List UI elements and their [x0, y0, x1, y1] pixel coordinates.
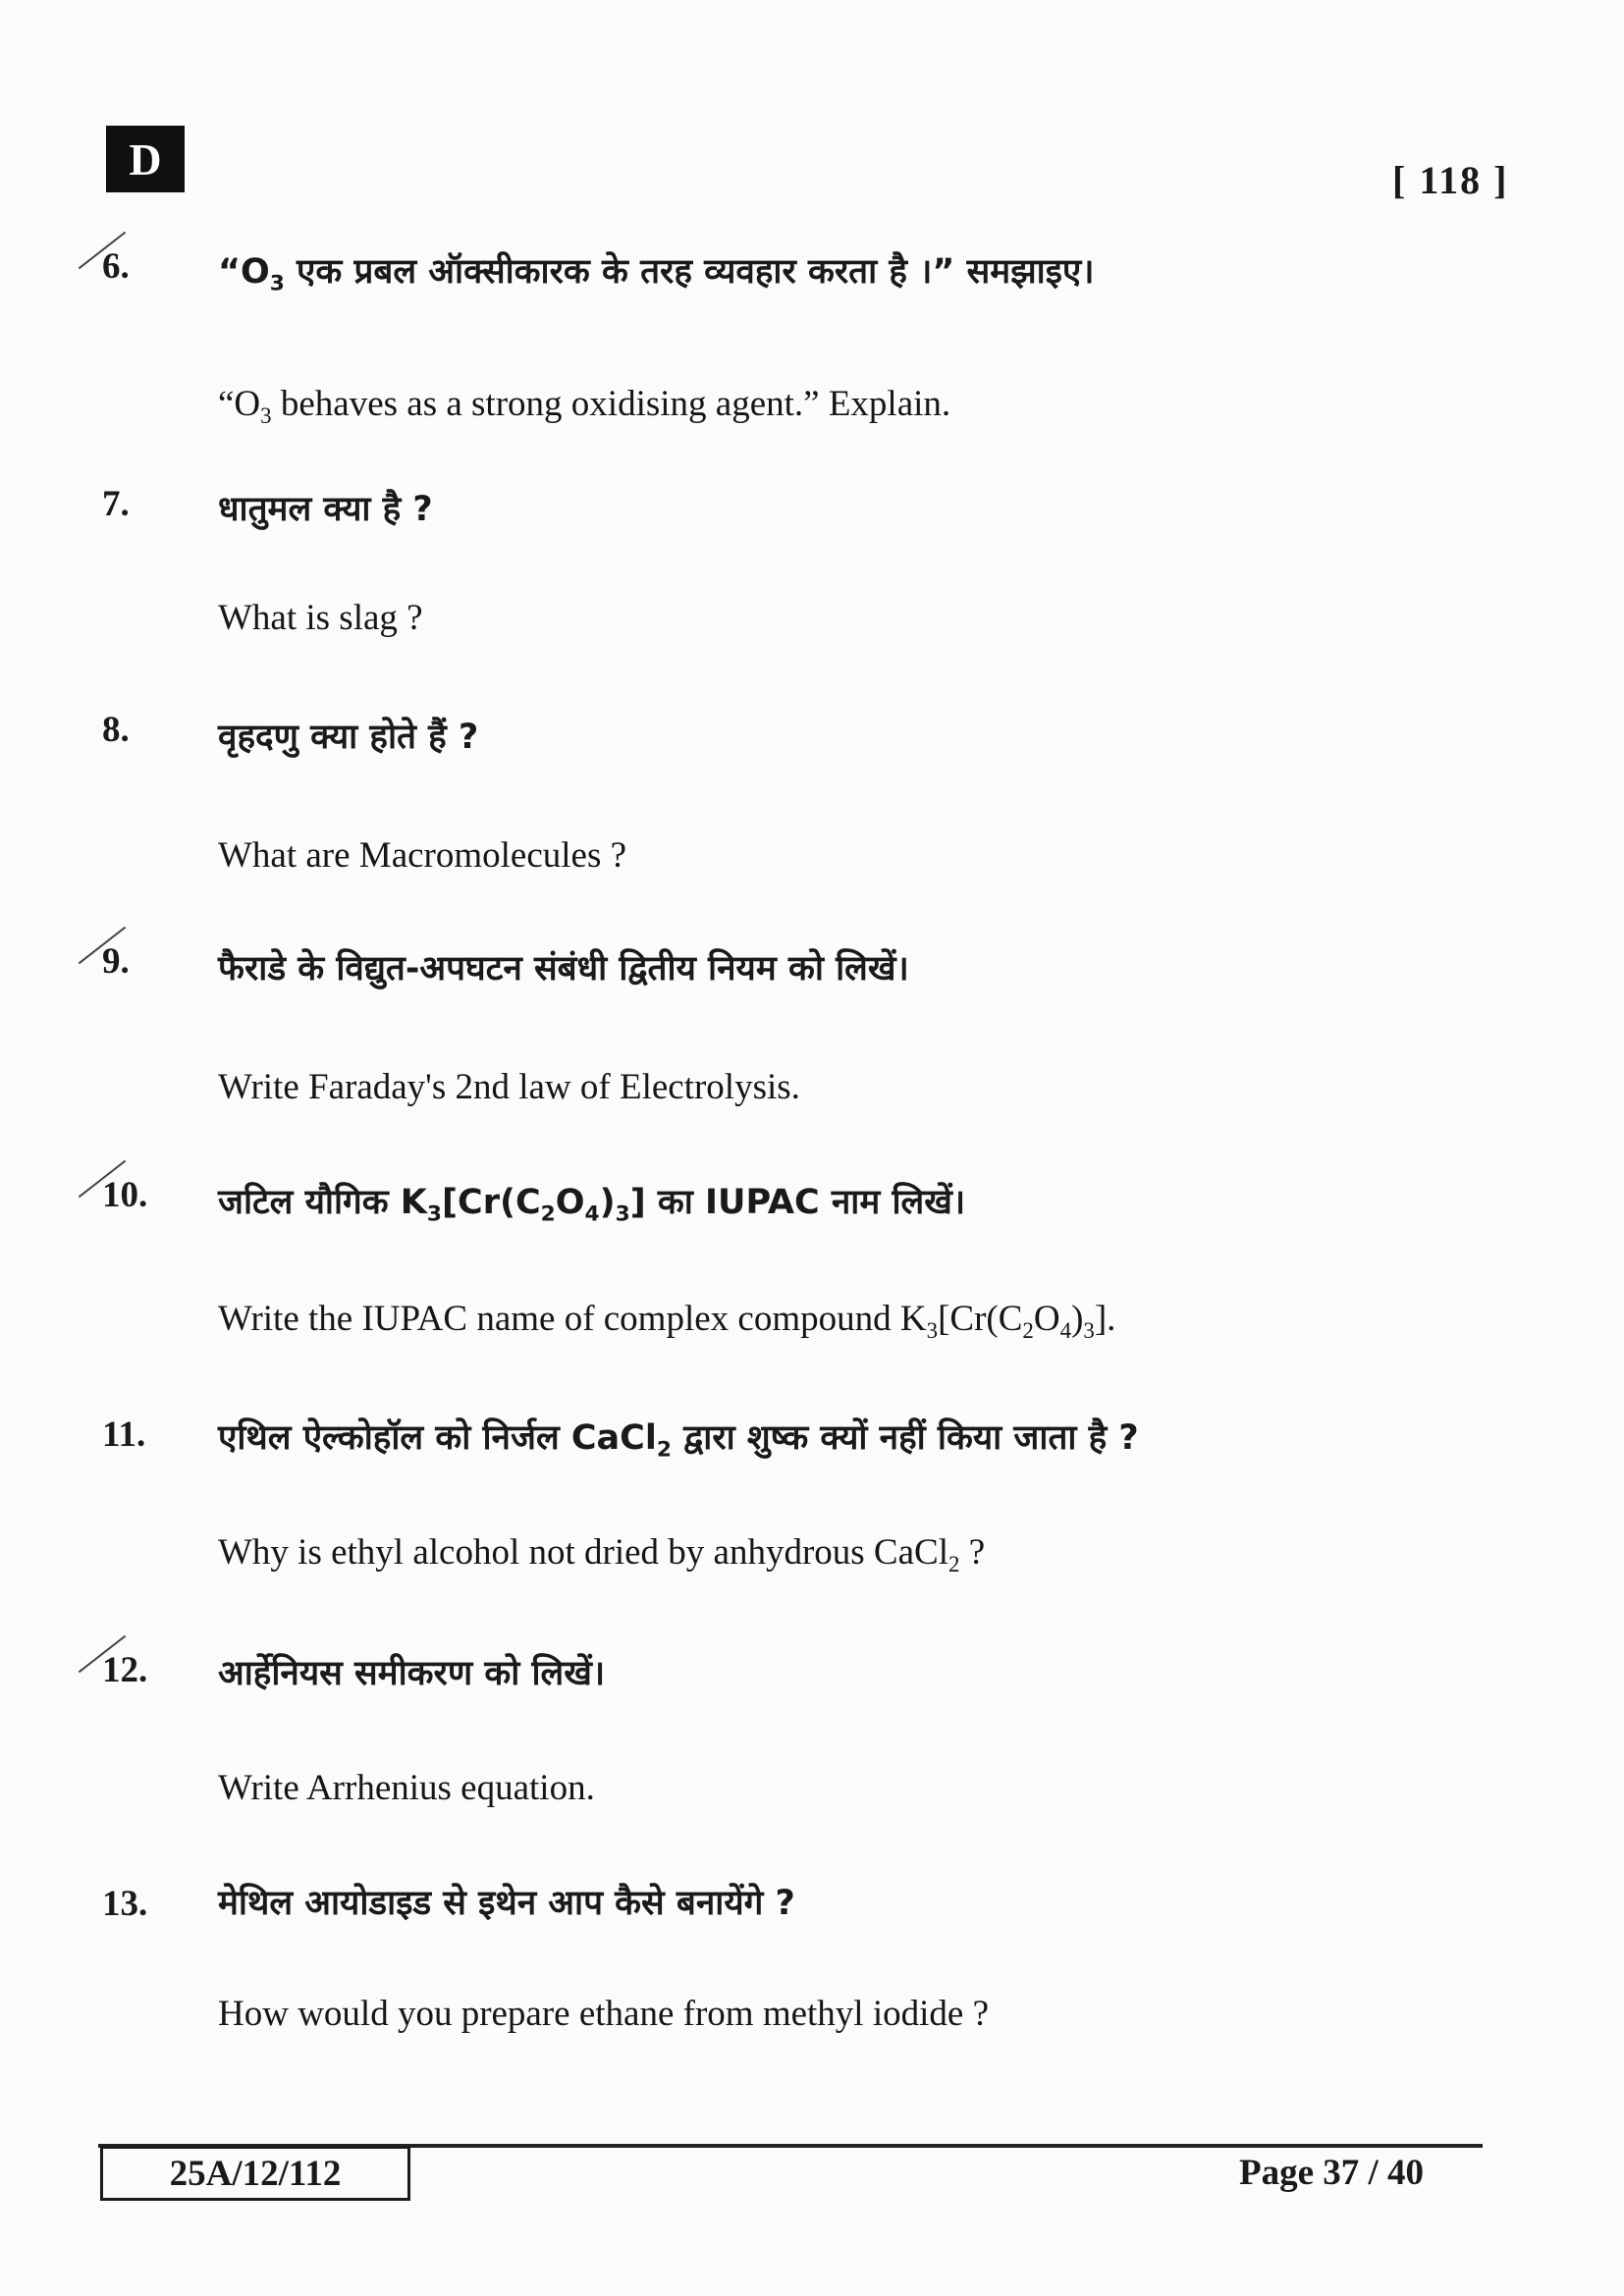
page-indicator: Page 37 / 40 — [1239, 2153, 1425, 2193]
question-english-text: Write the IUPAC name of complex compound $K_3[Cr(C_2O_4)_3]$. — [218, 1299, 1116, 1344]
question-english-text: Why is ethyl alcohol not dried by anhydrous CaCl$_2$ ? — [218, 1532, 986, 1577]
question-number-text: 10. — [102, 1175, 148, 1215]
question-english-text: Write Faraday's 2nd law of Electrolysis. — [218, 1067, 800, 1107]
paper-code-box: 25A/12/112 — [100, 2146, 410, 2201]
question-english-text: What is slag ? — [218, 598, 423, 638]
question-number-text: 12. — [102, 1650, 148, 1690]
question-hindi-text: एथिल ऐल्कोहॉल को निर्जल CaCl$_2$ द्वारा शुष्क क्यों नहीं किया जाता है ? — [218, 1418, 1139, 1463]
question-hindi-text: फैराडे के विद्युत-अपघटन संबंधी द्वितीय नियम को लिखें। — [218, 949, 909, 988]
question-english-text: Write Arrhenius equation. — [218, 1768, 595, 1808]
section-label-badge: D — [106, 126, 185, 192]
question-english-text: How would you prepare ethane from methyl iodide ? — [218, 1994, 989, 2034]
question-number-text: 6. — [102, 246, 130, 287]
question-hindi-text: “$O_3$ एक प्रबल ऑक्सीकारक के तरह व्यवहार करता है ।” समझाइए। — [218, 252, 1095, 296]
question-hindi-text: वृहदणु क्या होते हैं ? — [218, 718, 479, 757]
question-number-text: 9. — [102, 941, 130, 982]
question-number: 7. — [102, 484, 130, 524]
question-number — [102, 1649, 147, 1691]
question-hindi-text: जटिल यौगिक $K_3[Cr(C_2O_4)_3]$ का IUPAC नाम लिखें। — [218, 1183, 966, 1227]
question-hindi-text: आर्हेनियस समीकरण को लिखें। — [218, 1654, 606, 1693]
question-number: 13. — [102, 1884, 148, 1924]
page-code: [ 118 ] — [1392, 158, 1509, 202]
question-hindi-text: मेथिल आयोडाइड से इथेन आप कैसे बनायेंगे ? — [218, 1884, 795, 1923]
question-number — [102, 1174, 147, 1216]
question-hindi-text: धातुमल क्या है ? — [218, 490, 433, 529]
question-english-text: “$O_3$ behaves as a strong oxidising agent.” Explain. — [218, 384, 951, 429]
question-number: 8. — [102, 710, 130, 750]
question-number — [102, 940, 130, 983]
question-number — [102, 245, 130, 288]
question-english-text: What are Macromolecules ? — [218, 835, 627, 876]
question-number: 11. — [102, 1415, 146, 1455]
